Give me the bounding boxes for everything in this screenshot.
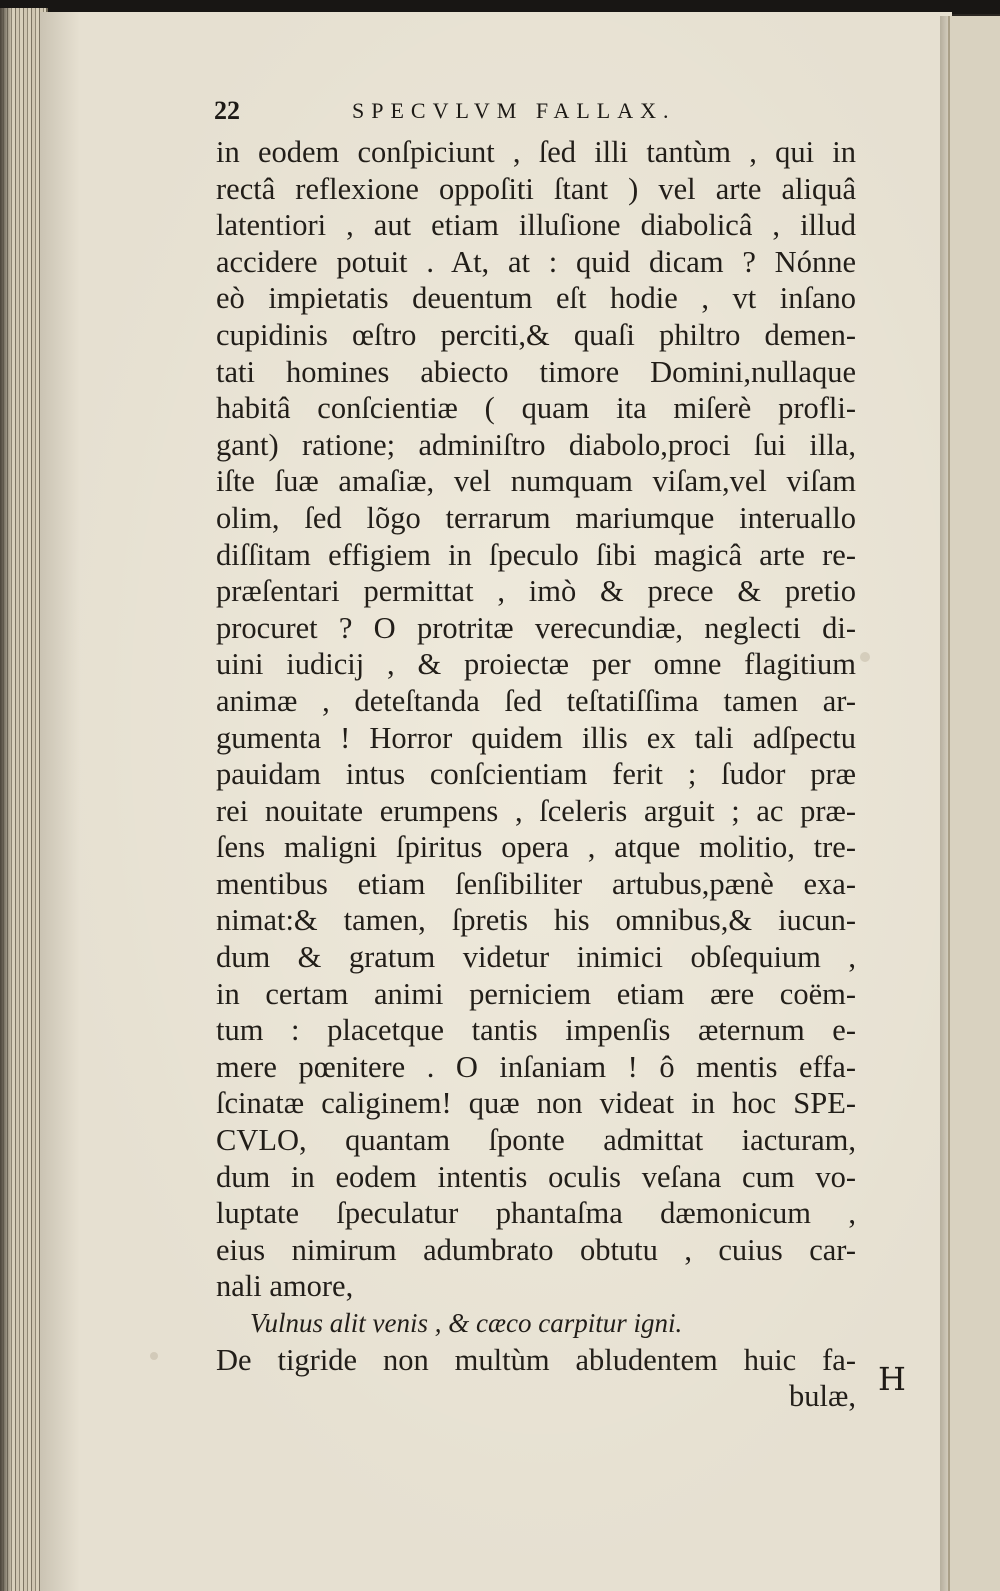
page-number: 22: [214, 96, 240, 125]
text-line: habitâ conſcientiæ ( quam ita miſerè profli-: [216, 391, 856, 426]
binding-shadow: [0, 8, 12, 1591]
text-line: cupidinis œſtro perciti,& quaſi philtro demen-: [216, 317, 856, 352]
text-line: gant) ratione; adminiſtro diabolo,proci ſui illa,: [216, 427, 856, 462]
text-line: gumenta ! Horror quidem illis ex tali adſpectu: [216, 720, 856, 755]
catchword: bulæ,: [789, 1379, 856, 1414]
text-line: olim, ſed lõgo terrarum mariumque interuallo: [216, 500, 856, 535]
text-line: ſens maligni ſpiritus opera , atque molitio, tre-: [216, 830, 856, 865]
margin-letter: H: [878, 1360, 906, 1398]
text-line: in eodem conſpiciunt , ſed illi tantùm , qui in: [216, 135, 856, 169]
text-line: dum in eodem intentis oculis veſana cum vo-: [216, 1159, 856, 1194]
text-line: nimat:& tamen, ſpretis his omnibus,& iucun-: [216, 903, 856, 938]
text-line: dum & gratum videtur inimici obſequium ,: [216, 940, 856, 975]
paper-speck: [860, 652, 870, 662]
text-line: procuret ? O protritæ verecundiæ, neglecti di-: [216, 610, 856, 645]
text-line: rectâ reflexione oppoſiti ſtant ) vel arte aliquâ: [216, 171, 856, 206]
text-line: nali amore,: [216, 1269, 354, 1304]
text-line: animæ , deteſtanda ſed teſtatiſſima tamen ar-: [216, 683, 856, 718]
page-header: [214, 96, 704, 132]
text-line: præſentari permittat , imò & prece & pretio: [216, 574, 856, 609]
text-line: tati homines abiecto timore Domini,nullaque: [216, 354, 856, 389]
text-line: accidere potuit . At, at : quid dicam ? Nónne: [216, 244, 856, 279]
text-line: pauidam intus conſcientiam ferit ; ſudor præ: [216, 757, 856, 792]
text-line: mere pœnitere . O inſaniam ! ô mentis effa-: [216, 1049, 856, 1084]
text-line: in certam animi perniciem etiam ære coëm-: [216, 976, 856, 1011]
text-line: uini iudicij , & proiectæ per omne flagitium: [216, 647, 856, 682]
text-line: eius nimirum adumbrato obtutu , cuius car-: [216, 1232, 856, 1267]
text-line: ſcinatæ caliginem! quæ non videat in hoc SPE-: [216, 1086, 856, 1121]
text-line: mentibus etiam ſenſibiliter artubus,pænè exa-: [216, 866, 856, 901]
text-line: tum : placetque tantis impenſis æternum e-: [216, 1013, 856, 1048]
verse-quote: Vulnus alit venis , & cæco carpitur igni.: [250, 1308, 683, 1338]
text-line: luptate ſpeculatur phantaſma dæmonicum ,: [216, 1196, 856, 1231]
text-line: diſſitam effigiem in ſpeculo ſibi magicâ arte re-: [216, 537, 856, 572]
text-line: CVLO, quantam ſponte admittat iacturam,: [216, 1123, 856, 1158]
running-title: SPECVLVM FALLAX.: [352, 98, 676, 123]
text-line: iſte ſuæ amaſiæ, vel numquam viſam,vel viſam: [216, 464, 856, 499]
final-line: De tigride non multùm abludentem huic fa-: [216, 1342, 856, 1377]
text-line: eò impietatis deuentum eſt hodie , vt inſano: [216, 281, 856, 316]
next-leaf-edge: [948, 16, 1000, 1591]
body-text: [216, 134, 856, 1415]
paper-speck: [150, 1352, 158, 1360]
text-line: rei nouitate erumpens , ſceleris arguit ; ac præ-: [216, 793, 856, 828]
text-line: latentiori , aut etiam illuſione diabolicâ , illud: [216, 208, 856, 243]
